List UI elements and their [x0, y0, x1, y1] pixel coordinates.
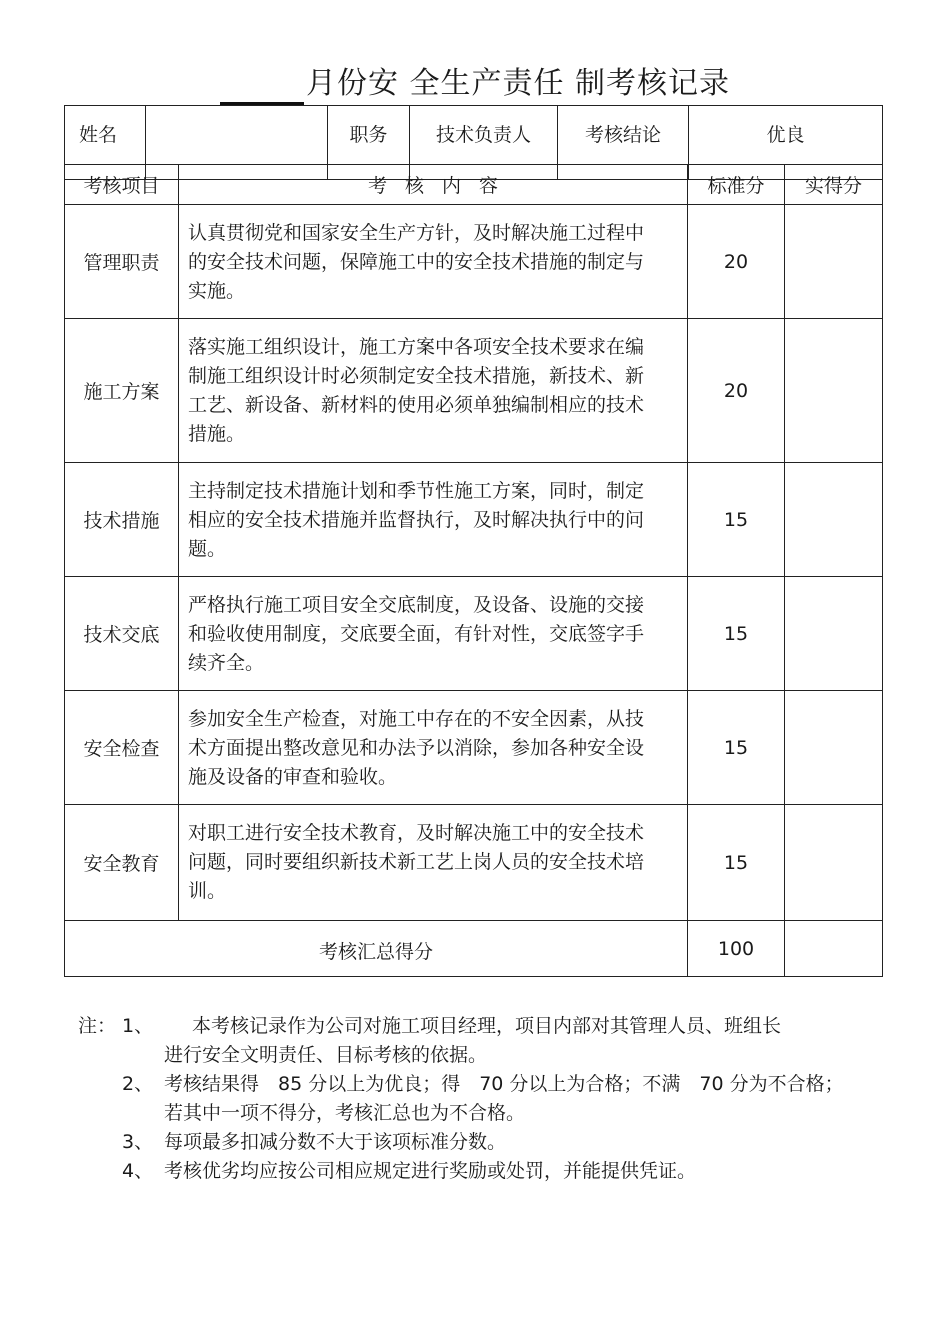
note-text: 本考核记录作为公司对施工项目经理，项目内部对其管理人员、班组长: [192, 1015, 782, 1037]
row-standard-score: 15: [688, 805, 785, 921]
row-content: 认真贯彻党和国家安全生产方针，及时解决施工过程中的安全技术问题，保障施工中的安全技术措施的制定与实施。: [179, 205, 688, 319]
row-actual-score[interactable]: [785, 805, 883, 921]
position-label: 职务: [328, 106, 410, 180]
row-actual-score[interactable]: [785, 319, 883, 463]
document-title: [0, 62, 950, 106]
table-row: [65, 463, 883, 577]
note-number: 3、: [122, 1131, 154, 1153]
row-item: 技术措施: [65, 463, 179, 577]
row-standard-score: 15: [688, 691, 785, 805]
row-standard-score: 20: [688, 205, 785, 319]
assessment-table: [64, 164, 883, 977]
table-row: [65, 577, 883, 691]
position-value[interactable]: 技术负责人: [410, 106, 558, 180]
notes-prefix: 注：: [78, 1015, 117, 1037]
row-standard-score: 15: [688, 577, 785, 691]
note-item: [78, 1157, 878, 1186]
total-label: 考核汇总得分: [65, 921, 688, 977]
row-content: 参加安全生产检查，对施工中存在的不安全因素，从技术方面提出整改意见和办法予以消除，参加各种安全设施及设备的审查和验收。: [179, 691, 688, 805]
table-row: [65, 691, 883, 805]
row-actual-score[interactable]: [785, 205, 883, 319]
row-item: 管理职责: [65, 205, 179, 319]
row-item: 安全检查: [65, 691, 179, 805]
note-number: 4、: [122, 1160, 154, 1182]
note-item: [78, 1012, 878, 1070]
month-blank[interactable]: [220, 68, 304, 106]
row-content: 主持制定技术措施计划和季节性施工方案，同时，制定相应的安全技术措施并监督执行，及时解决执行中的问题。: [179, 463, 688, 577]
table-row: [65, 205, 883, 319]
conclusion-label: 考核结论: [558, 106, 689, 180]
column-item: 考核项目: [65, 165, 179, 205]
row-actual-score[interactable]: [785, 691, 883, 805]
column-actual: 实得分: [785, 165, 883, 205]
total-row: [65, 921, 883, 977]
total-standard-score: 100: [688, 921, 785, 977]
note-number: 1、: [122, 1015, 154, 1037]
row-content: 严格执行施工项目安全交底制度，及设备、设施的交接和验收使用制度，交底要全面，有针对性，交底签字手续齐全。: [179, 577, 688, 691]
conclusion-value[interactable]: 优良: [689, 106, 883, 180]
column-header-row: [65, 165, 883, 205]
column-standard: 标准分: [688, 165, 785, 205]
row-actual-score[interactable]: [785, 463, 883, 577]
row-item: 施工方案: [65, 319, 179, 463]
column-content: 考核内容: [179, 165, 688, 205]
row-actual-score[interactable]: [785, 577, 883, 691]
note-text-continued: 进行安全文明责任、目标考核的依据。: [164, 1044, 488, 1066]
row-content: 落实施工组织设计，施工方案中各项安全技术要求在编制施工组织设计时必须制定安全技术措施，新技术、新工艺、新设备、新材料的使用必须单独编制相应的技术措施。: [179, 319, 688, 463]
table-row: [65, 319, 883, 463]
row-item: 技术交底: [65, 577, 179, 691]
note-item: [78, 1128, 878, 1157]
note-text: 考核优劣均应按公司相应规定进行奖励或处罚，并能提供凭证。: [164, 1160, 697, 1182]
table-row: [65, 805, 883, 921]
note-text-continued: 若其中一项不得分，考核汇总也为不合格。: [164, 1102, 526, 1124]
row-content: 对职工进行安全技术教育，及时解决施工中的安全技术问题，同时要组织新技术新工艺上岗人员的安全技术培训。: [179, 805, 688, 921]
note-text: 考核结果得 85 分以上为优良；得 70 分以上为合格；不满 70 分为不合格；: [164, 1073, 844, 1095]
note-number: 2、: [122, 1073, 154, 1095]
row-standard-score: 20: [688, 319, 785, 463]
row-standard-score: 15: [688, 463, 785, 577]
note-item: [78, 1070, 878, 1128]
note-text: 每项最多扣减分数不大于该项标准分数。: [164, 1131, 507, 1153]
title-text: 月份安 全生产责任 制考核记录: [305, 66, 731, 101]
total-actual-score[interactable]: [785, 921, 883, 977]
row-item: 安全教育: [65, 805, 179, 921]
name-label: 姓名: [65, 106, 146, 180]
notes-section: [78, 1012, 878, 1186]
